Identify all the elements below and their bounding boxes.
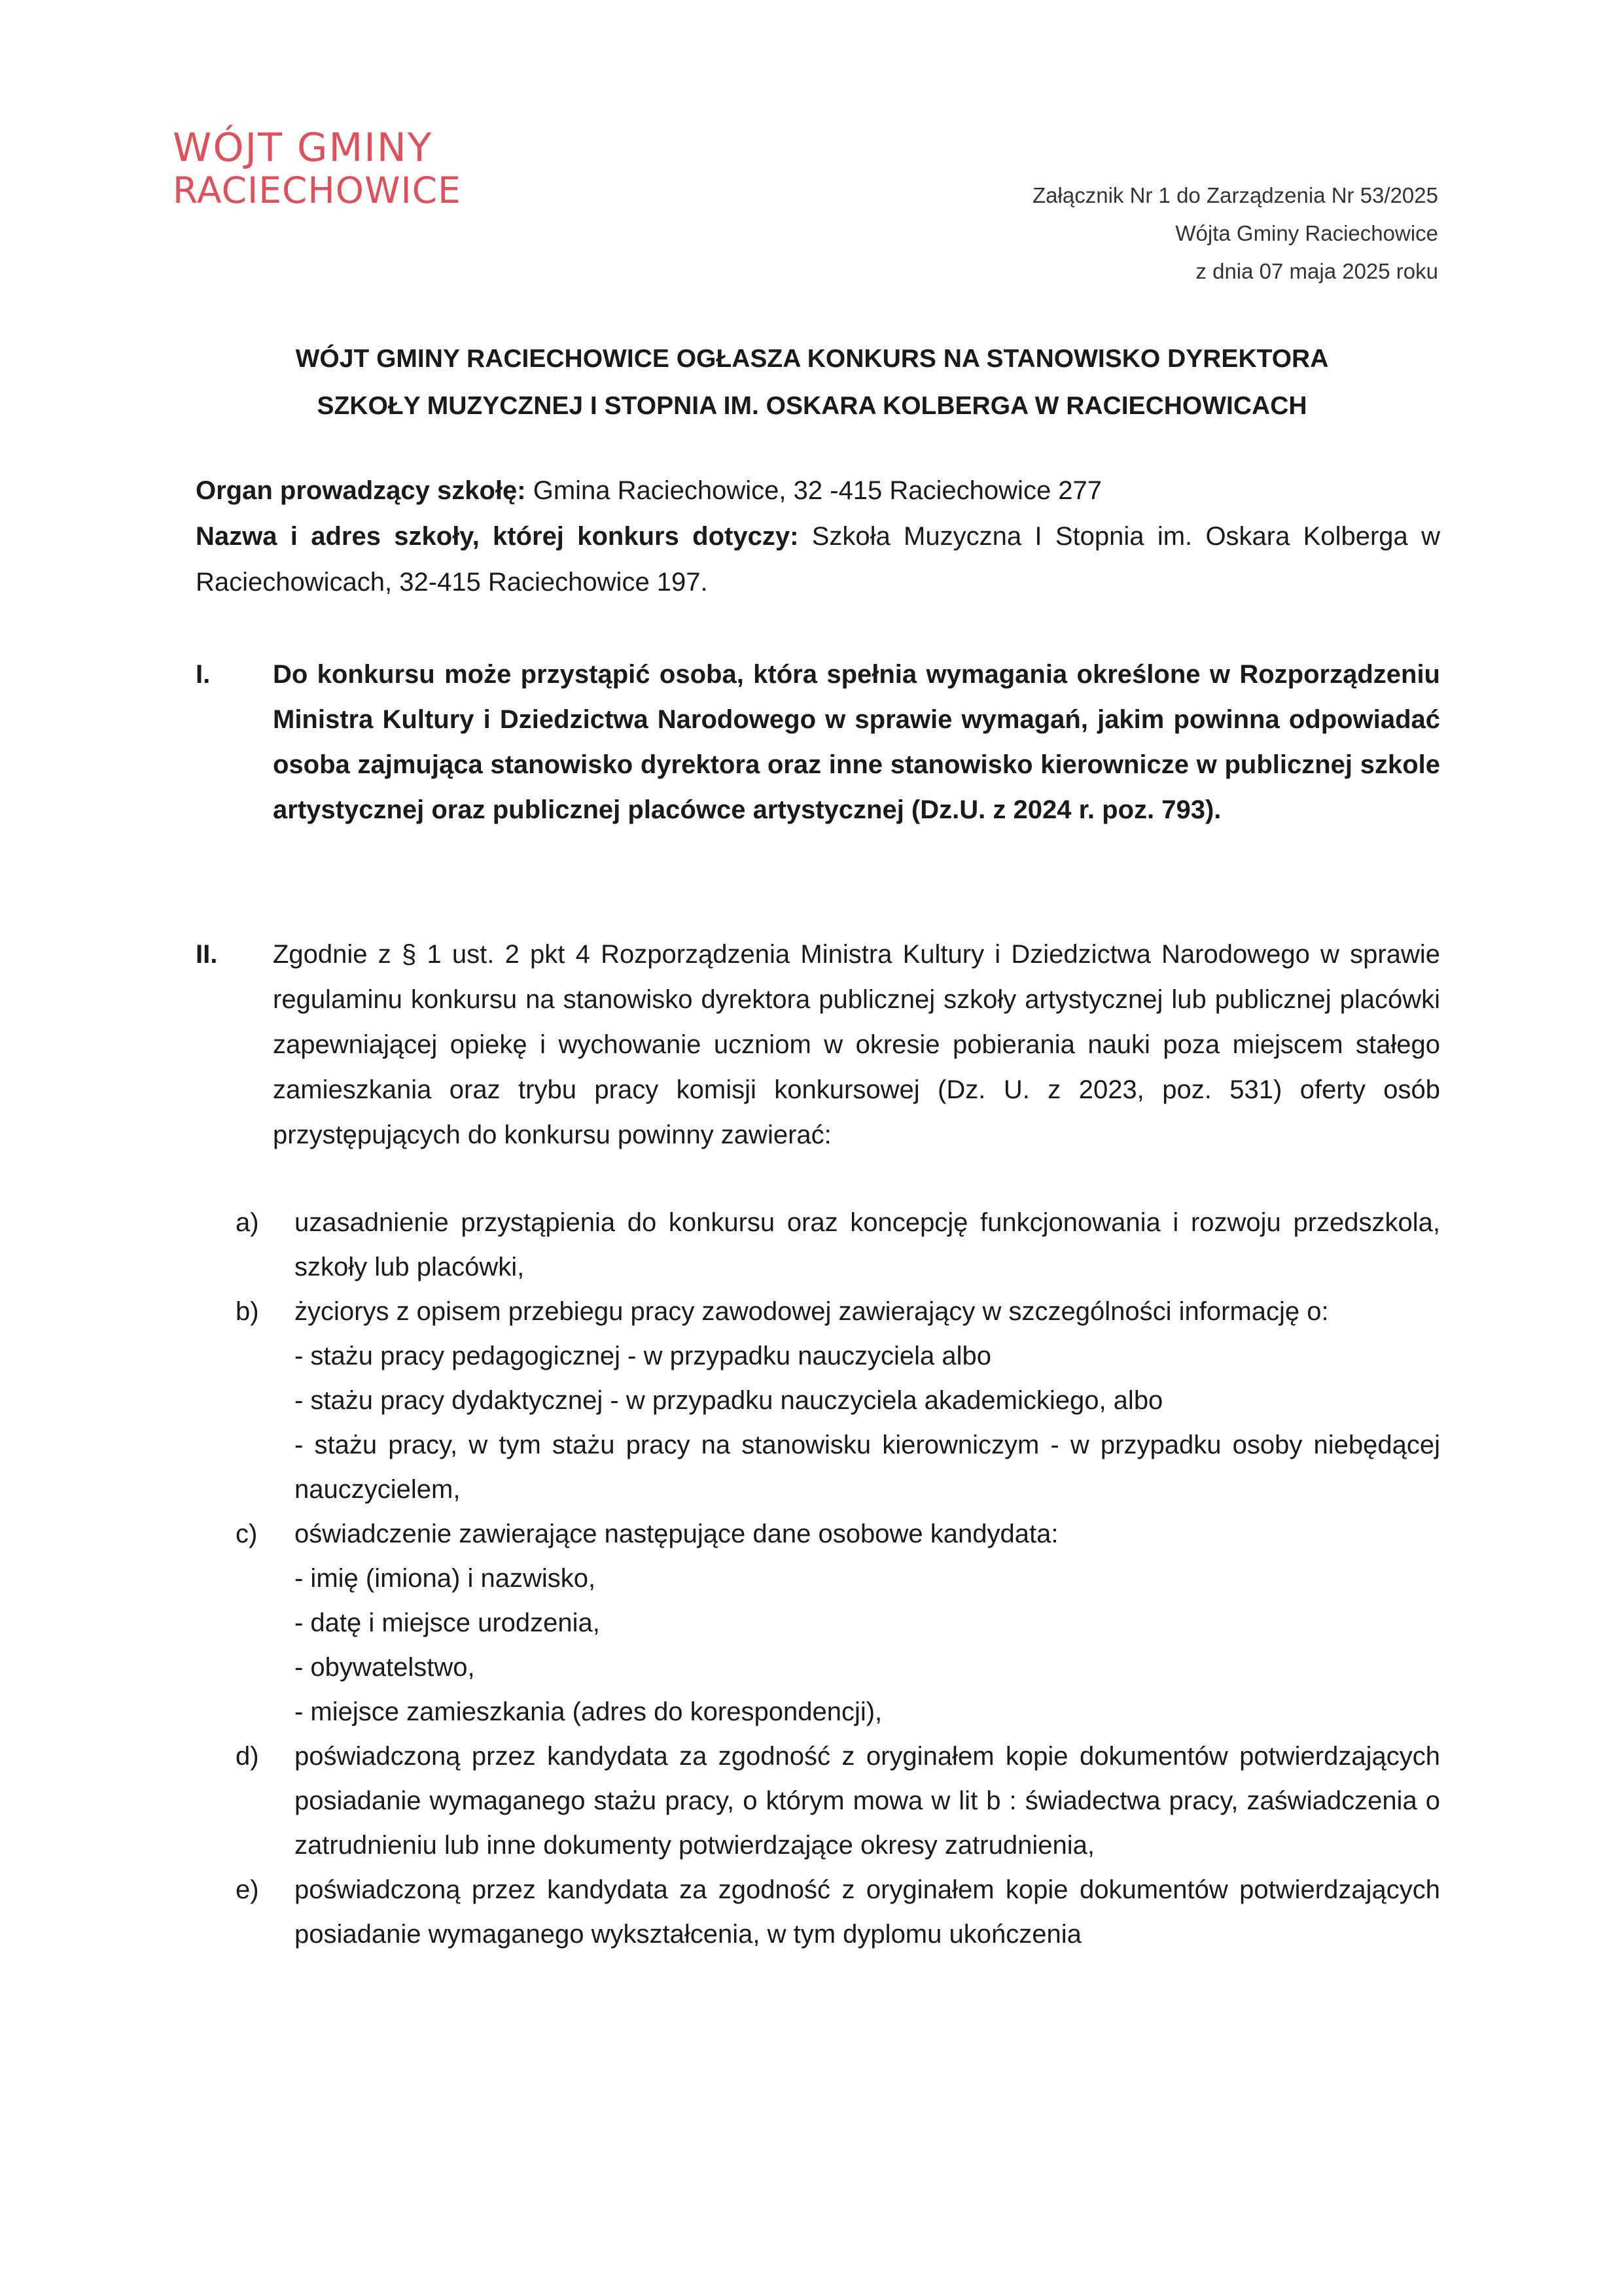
list-item xyxy=(236,1868,1440,1957)
list-subitem: - imię (imiona) i nazwisko, xyxy=(294,1564,596,1593)
attachment-line1: Załącznik Nr 1 do Zarządzenia Nr 53/2025 xyxy=(1033,183,1438,207)
list-subitem: - miejsce zamieszkania (adres do korespondencji), xyxy=(294,1697,883,1726)
organ-value: Gmina Raciechowice, 32 -415 Raciechowice 277 xyxy=(525,476,1103,505)
list-item xyxy=(236,1200,1440,1289)
section-2-text: Zgodnie z § 1 ust. 2 pkt 4 Rozporządzenia Ministra Kultury i Dziedzictwa Narodowego w sprawie regulaminu konkursu na stanowisko dyrektora publicznej szkoły artystycznej lub publicznej placówki zapewniającej opiekę i wychowanie uczniom w okresie pobierania nauki poza miejscem stałego zamieszkania oraz trybu pracy komisji konkursowej (Dz. U. z 2023, poz. 531) oferty osób przystępujących do konkursu powinny zawierać: xyxy=(273,940,1440,1149)
attachment-line3: z dnia 07 maja 2025 roku xyxy=(1195,259,1438,283)
list-item xyxy=(236,1289,1440,1512)
list-item-text: poświadczoną przez kandydata za zgodność z oryginałem kopie dokumentów potwierdzających posiadanie wymaganego wykształcenia, w tym dyplomu ukończenia xyxy=(294,1875,1440,1949)
list-item-text: uzasadnienie przystąpienia do konkursu oraz koncepcję funkcjonowania i rozwoju przedszkola, szkoły lub placówki, xyxy=(294,1208,1440,1281)
section-1-text: Do konkursu może przystąpić osoba, która spełnia wymagania określone w Rozporządzeniu Ministra Kultury i Dziedzictwa Narodowego w sprawie wymagań, jakim powinna odpowiadać osoba zajmująca stanowisko dyrektora oraz inne stanowisko kierownicze w publicznej szkole artystycznej oraz publicznej placówce artystycznej (Dz.U. z 2024 r. poz. 793). xyxy=(273,660,1440,824)
attachment-note xyxy=(1033,177,1438,290)
list-item-label: e) xyxy=(236,1875,259,1904)
requirements-list xyxy=(236,1200,1440,1957)
title-line1: WÓJT GMINY RACIECHOWICE OGŁASZA KONKURS NA STANOWISKO DYREKTORA xyxy=(295,345,1329,373)
logo-line2: RACIECHOWICE xyxy=(173,169,461,211)
list-subitem: - stażu pracy pedagogicznej - w przypadku nauczyciela albo xyxy=(294,1342,992,1370)
list-item-label: c) xyxy=(236,1520,258,1548)
attachment-line2: Wójta Gminy Raciechowice xyxy=(1175,221,1438,245)
list-item-text: oświadczenie zawierające następujące dane osobowe kandydata: xyxy=(294,1520,1059,1548)
organ-line xyxy=(196,468,1440,513)
school-value: Szkoła Muzyczna I Stopnia im. Oskara Kolberga w Raciechowicach, 32-415 Raciechowice 197. xyxy=(196,522,1440,597)
document-title xyxy=(173,336,1451,430)
list-item-text: życiorys z opisem przebiegu pracy zawodowej zawierający w szczególności informację o: xyxy=(294,1297,1329,1326)
list-subitem: - stażu pracy dydaktycznej - w przypadku nauczyciela akademickiego, albo xyxy=(294,1386,1163,1415)
organ-label: Organ prowadzący szkołę: xyxy=(196,476,526,505)
list-subitem: - obywatelstwo, xyxy=(294,1653,475,1682)
list-subitem: - stażu pracy, w tym stażu pracy na stanowisku kierowniczym - w przypadku osoby niebędącej nauczycielem, xyxy=(294,1431,1440,1504)
list-subitem: - datę i miejsce urodzenia, xyxy=(294,1609,600,1637)
section-2-number: II. xyxy=(196,940,218,969)
list-item xyxy=(236,1512,1440,1734)
list-item-label: b) xyxy=(236,1297,259,1326)
logo-line1: WÓJT GMINY xyxy=(173,125,433,171)
section-1 xyxy=(196,652,1440,833)
list-item-text: poświadczoną przez kandydata za zgodność z oryginałem kopie dokumentów potwierdzających posiadanie wymaganego stażu pracy, o którym mowa w lit b : świadectwa pracy, zaświadczenia o zatrudnieniu lub inne dokumenty potwierdzające okresy zatrudnienia, xyxy=(294,1742,1440,1860)
list-item-label: a) xyxy=(236,1208,259,1237)
school-line xyxy=(196,513,1440,605)
list-item-label: d) xyxy=(236,1742,259,1771)
logo xyxy=(173,125,461,211)
section-2 xyxy=(196,932,1440,1158)
school-label: Nazwa i adres szkoły, której konkurs dotyczy: xyxy=(196,522,799,551)
section-1-number: I. xyxy=(196,660,211,689)
school-info xyxy=(196,468,1440,605)
list-item xyxy=(236,1734,1440,1868)
title-line2: SZKOŁY MUZYCZNEJ I STOPNIA IM. OSKARA KOLBERGA W RACIECHOWICACH xyxy=(317,392,1307,420)
